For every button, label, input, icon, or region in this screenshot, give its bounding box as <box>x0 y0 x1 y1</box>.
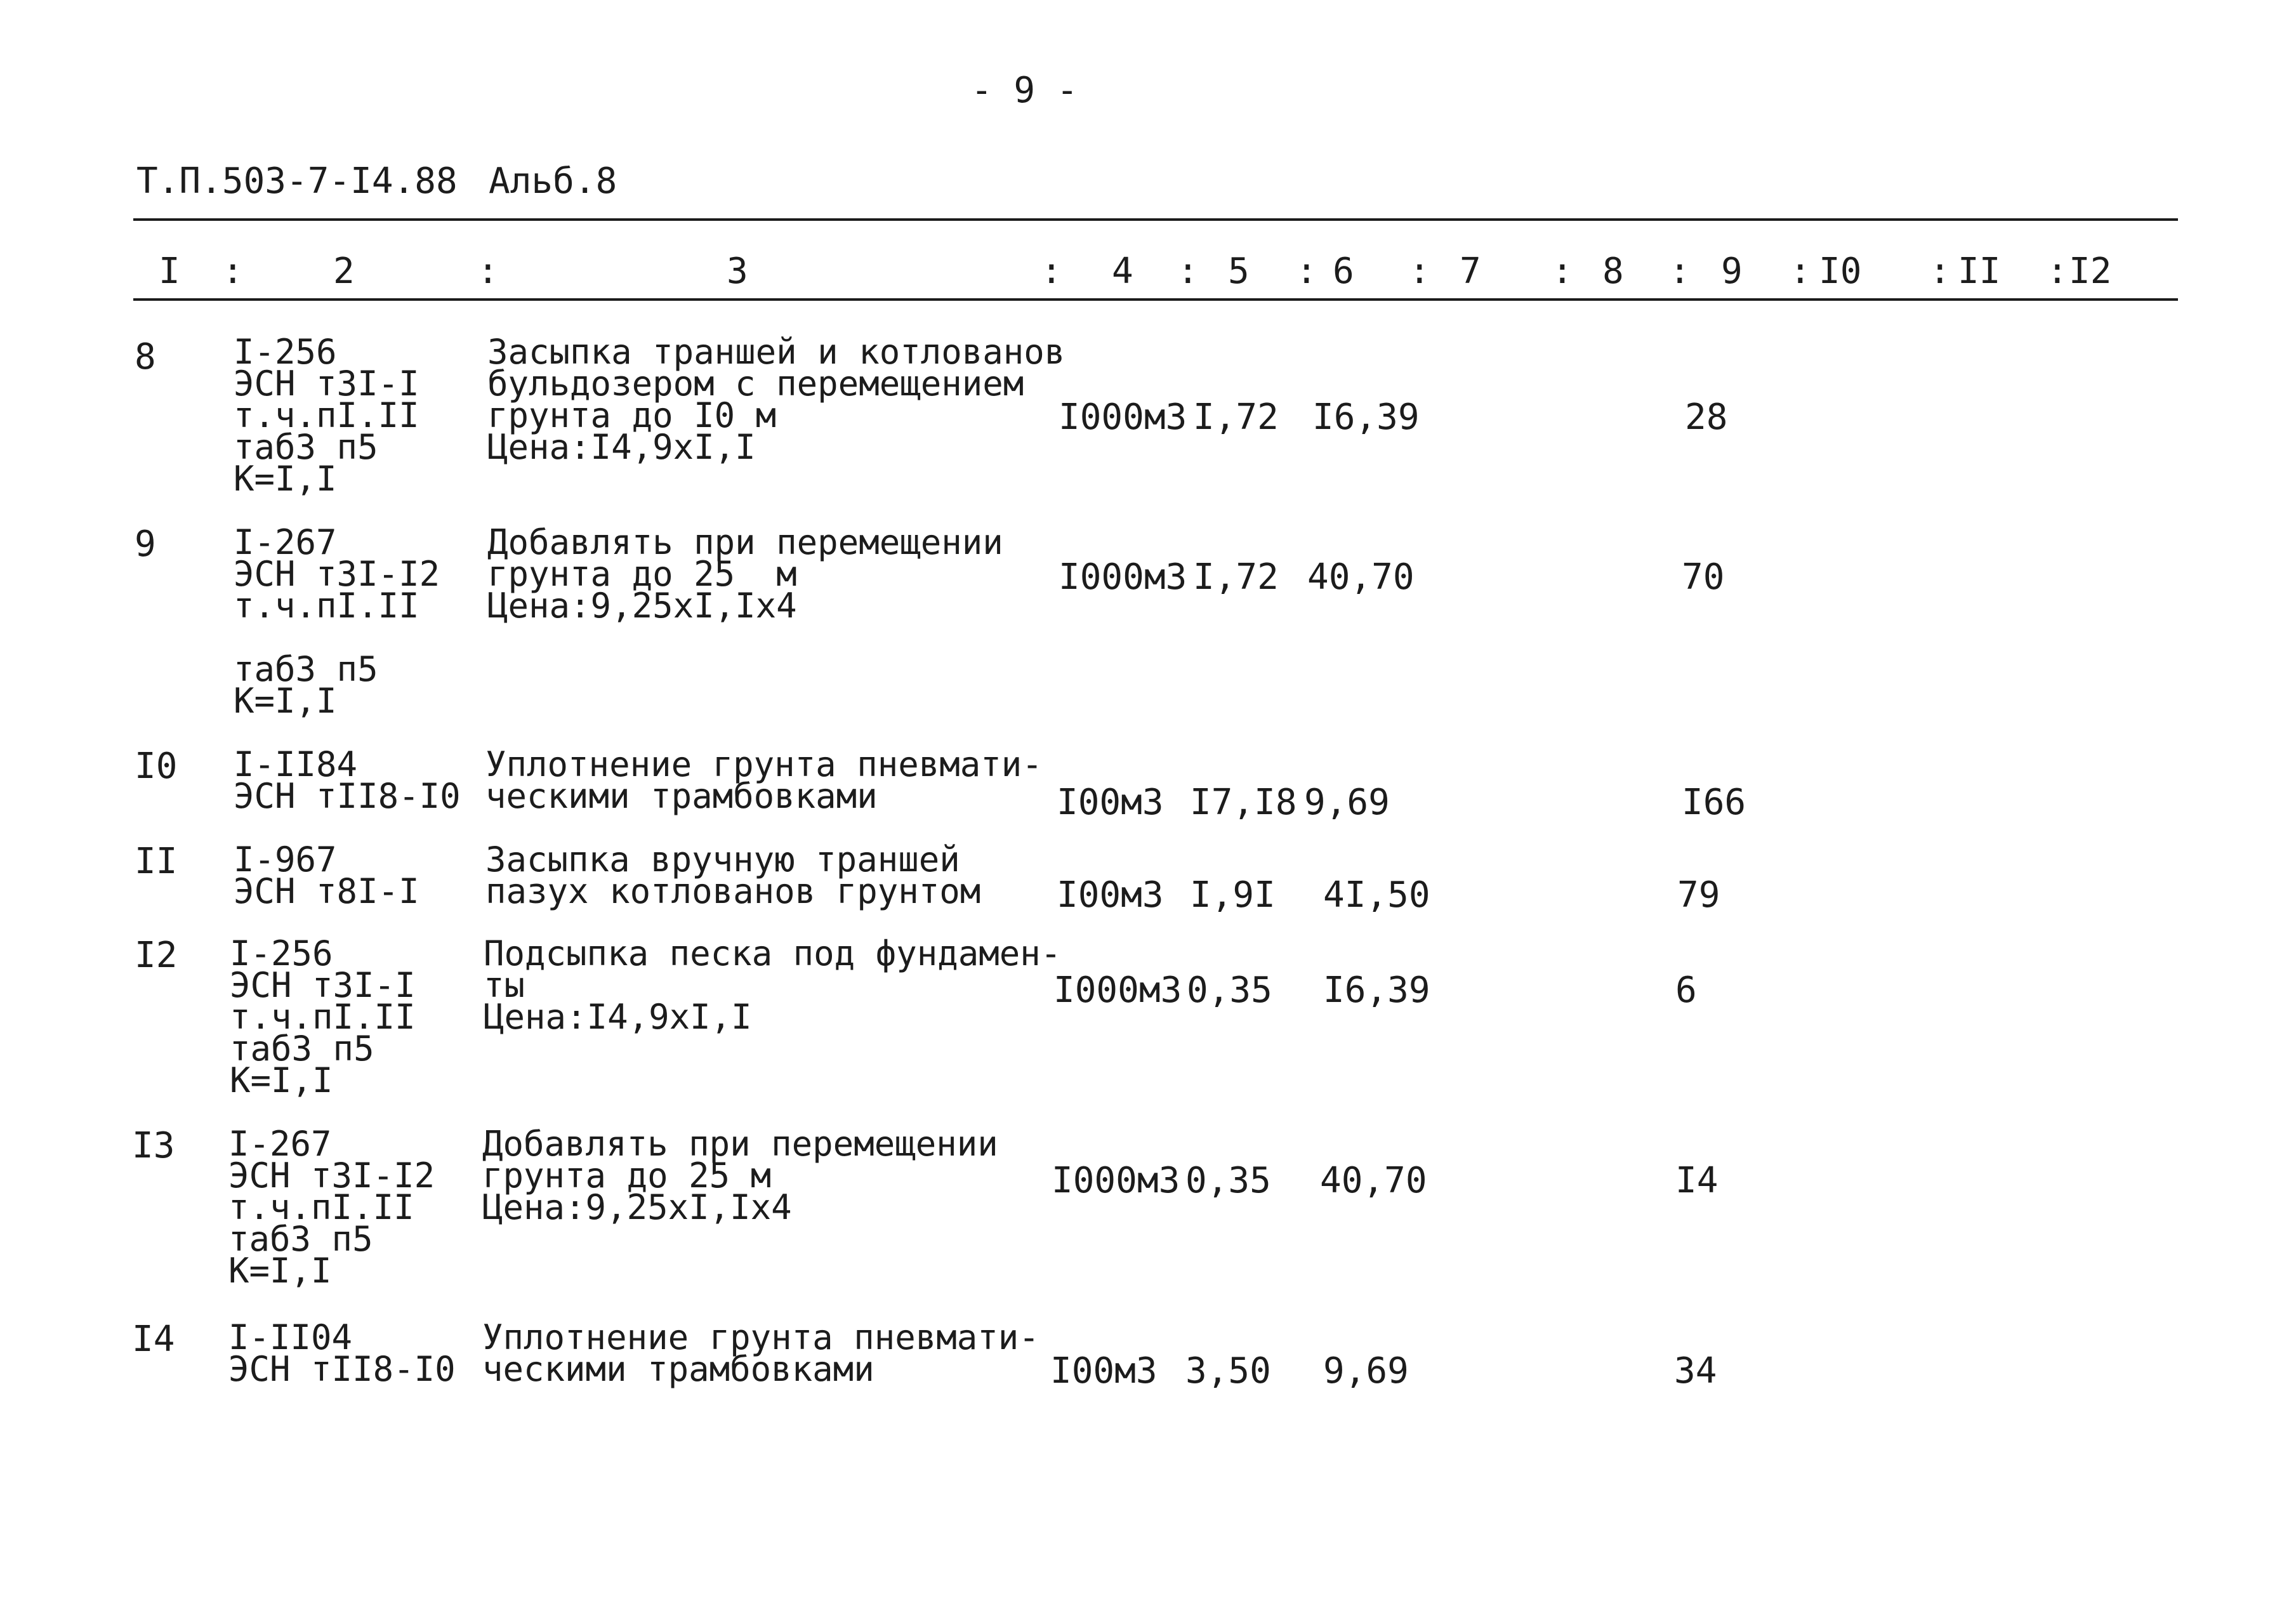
row-total: 79 <box>1677 874 1720 916</box>
row-qty: 3,50 <box>1185 1350 1271 1392</box>
row-code: I-256 ЭСН т3I-I т.ч.пI.II таб3 п5 К=I,I <box>234 332 419 499</box>
row-description: Добавлять при перемещении грунта до 25 м Цена:9,25хI,Iх4 <box>482 1124 998 1227</box>
row-price: 9,69 <box>1304 782 1390 823</box>
row-number: 8 <box>135 336 156 378</box>
row-description: Засыпка вручную траншей пазух котлованов грунтом <box>485 840 981 911</box>
row-price: 9,69 <box>1323 1350 1409 1392</box>
row-unit: I00м3 <box>1057 782 1164 823</box>
row-total: 34 <box>1674 1350 1717 1392</box>
row-qty: I7,I8 <box>1190 782 1297 823</box>
row-unit: I00м3 <box>1057 874 1164 916</box>
table-top-rule <box>133 218 2178 221</box>
header-col-4: 4 <box>1112 251 1133 292</box>
header-col-7: 7 <box>1460 251 1481 292</box>
row-price: 40,70 <box>1320 1160 1427 1201</box>
row-number: I0 <box>135 746 178 787</box>
row-number: 9 <box>135 524 156 565</box>
header-sep: : <box>222 251 244 292</box>
header-col-11: II <box>1958 251 2001 292</box>
header-sep: : <box>477 251 499 292</box>
row-qty: 0,35 <box>1185 1160 1271 1201</box>
header-col-5: 5 <box>1228 251 1250 292</box>
row-number: I3 <box>132 1125 175 1166</box>
row-total: 28 <box>1685 397 1728 438</box>
row-unit: I000м3 <box>1053 970 1182 1011</box>
row-total: 6 <box>1675 970 1697 1011</box>
row-total: 70 <box>1682 557 1725 598</box>
header-col-8: 8 <box>1602 251 1624 292</box>
header-col-6: 6 <box>1333 251 1354 292</box>
row-number: II <box>135 841 178 882</box>
row-qty: I,72 <box>1193 397 1279 438</box>
header-col-2: 2 <box>333 251 355 292</box>
row-code-continued: таб3 п5 К=I,I <box>234 649 378 721</box>
header-col-1: I <box>159 251 180 292</box>
header-col-12: I2 <box>2069 251 2112 292</box>
row-total: I4 <box>1675 1160 1719 1201</box>
row-price: 40,70 <box>1307 557 1415 598</box>
header-col-3: 3 <box>727 251 748 292</box>
header-sep: : <box>1409 251 1430 292</box>
row-code: I-267 ЭСН т3I-I2 т.ч.пI.II таб3 п5 К=I,I <box>228 1124 435 1291</box>
page-number: - 9 - <box>971 70 1078 111</box>
row-description: Добавлять при перемещении грунта до 25 м Цена:9,25хI,Iх4 <box>487 522 1003 626</box>
row-code: I-II04 ЭСН тII8-I0 <box>228 1317 456 1389</box>
header-col-10: I0 <box>1819 251 1862 292</box>
header-sep: : <box>1552 251 1573 292</box>
row-code: I-II84 ЭСН тII8-I0 <box>234 744 461 816</box>
row-unit: I000м3 <box>1052 1160 1180 1201</box>
row-qty: I,72 <box>1193 557 1279 598</box>
header-sep: : <box>1790 251 1811 292</box>
row-description: Уплотнение грунта пневмати- ческими трамбовками <box>482 1317 1039 1389</box>
header-sep: : <box>1669 251 1691 292</box>
row-unit: I00м3 <box>1050 1350 1158 1392</box>
album-label: Альб.8 <box>489 161 617 202</box>
row-code: I-267 ЭСН т3I-I2 т.ч.пI.II <box>234 522 440 626</box>
header-sep: : <box>2047 251 2068 292</box>
row-number: I2 <box>135 935 178 976</box>
row-price: 4I,50 <box>1323 874 1430 916</box>
header-sep: : <box>1929 251 1951 292</box>
header-sep: : <box>1177 251 1199 292</box>
row-qty: I,9I <box>1190 874 1276 916</box>
row-description: Подсыпка песка под фундамен- ты Цена:I4,9хI,I <box>484 933 1062 1037</box>
row-unit: I000м3 <box>1059 397 1187 438</box>
document-code: Т.П.503-7-I4.88 <box>136 161 458 202</box>
row-total: I66 <box>1682 782 1746 823</box>
row-qty: 0,35 <box>1187 970 1272 1011</box>
header-sep: : <box>1296 251 1317 292</box>
row-price: I6,39 <box>1323 970 1430 1011</box>
table-header-rule <box>133 298 2178 301</box>
row-description: Уплотнение грунта пневмати- ческими трамбовками <box>485 744 1043 816</box>
row-price: I6,39 <box>1312 397 1420 438</box>
row-number: I4 <box>132 1319 175 1360</box>
row-description: Засыпка траншей и котлованов бульдозером с перемещением грунта до I0 м Цена:I4,9хI,I <box>487 332 1066 467</box>
header-col-9: 9 <box>1721 251 1743 292</box>
row-unit: I000м3 <box>1059 557 1187 598</box>
row-code: I-967 ЭСН т8I-I <box>234 840 419 911</box>
row-code: I-256 ЭСН т3I-I т.ч.пI.II таб3 п5 К=I,I <box>230 933 416 1100</box>
header-sep: : <box>1041 251 1062 292</box>
